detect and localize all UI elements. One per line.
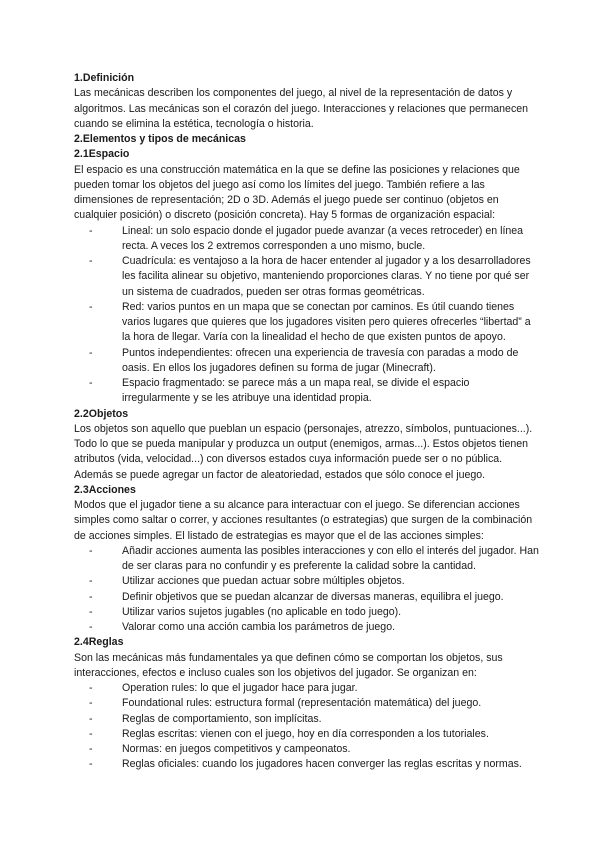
bullet-dash: - — [89, 605, 93, 618]
bullet-dash: - — [89, 621, 93, 633]
bullet-dash: - — [89, 377, 93, 389]
section-2-4-list — [74, 681, 540, 773]
section-2-4-paragraph: Son las mecánicas más fundamentales ya que definen cómo se comportan los objetos, sus interacciones, efectos e incluso cuales son los objetivos del jugador. Se organizan en: — [74, 651, 503, 679]
list-item-text: Añadir acciones aumenta las posibles interacciones y con ello el interés del jugador. Han de ser claras para no confundir y es preferente la calidad sobre la cantidad. — [122, 544, 539, 572]
list-item — [89, 712, 540, 727]
list-item — [89, 376, 540, 407]
bullet-dash: - — [89, 255, 93, 267]
list-item — [89, 605, 540, 620]
bullet-dash: - — [89, 544, 93, 557]
section-2-3-heading: 2.3Acciones — [74, 483, 136, 496]
list-item-text: Espacio fragmentado: se parece más a un mapa real, se divide el espacio irregularmente y se les atribuye una identidad propia. — [122, 377, 470, 405]
section-2-2-paragraph: Los objetos son aquello que pueblan un espacio (personajes, atrezzo, símbolos, puntuaciones...). Todo lo que se pueda manipular y produzca un output (enemigos, armas...). Estos objetos tienen atributos (vida, velocidad...) con diversos estados cuya información puede ser o no pública. Además se puede agregar un factor de aleatoriedad, estados que sólo conoce el juego. — [74, 422, 533, 481]
bullet-dash: - — [89, 697, 93, 710]
section-2-heading: 2.Elementos y tipos de mecánicas — [74, 133, 246, 145]
bullet-dash: - — [89, 758, 93, 771]
bullet-dash: - — [89, 575, 93, 588]
list-item-text: Lineal: un solo espacio donde el jugador puede avanzar (a veces retroceder) en línea recta. A veces los 2 extremos corresponden a uno mismo, bucle. — [122, 224, 524, 252]
section-2-1-list — [74, 224, 540, 407]
bullet-dash: - — [89, 682, 93, 694]
bullet-dash: - — [89, 300, 93, 313]
bullet-dash: - — [89, 727, 93, 740]
section-2-1-paragraph: El espacio es una construcción matemática en la que se define las posiciones y relaciones que pueden tomar los objetos del juego así como los límites del juego. También refiere a las dimensiones de representación; 2D o 3D. Además el juego puede ser continuo (objetos en cualquier posición) o discreto (posición concreta). Hay 5 formas de organización espacial: — [74, 163, 520, 222]
list-item — [89, 757, 540, 772]
list-item-text: Reglas escritas: vienen con el juego, hoy en día corresponden a los tutoriales. — [122, 727, 489, 740]
list-item — [89, 574, 540, 589]
list-item — [89, 681, 540, 696]
list-item-text: Utilizar acciones que puedan actuar sobre múltiples objetos. — [122, 575, 405, 588]
section-2-1-heading: 2.1Espacio — [74, 148, 130, 161]
bullet-dash: - — [89, 590, 93, 603]
section-2-4-heading: 2.4Reglas — [74, 636, 124, 649]
section-2-2-heading: 2.2Objetos — [74, 407, 129, 420]
list-item — [89, 346, 540, 377]
list-item-text: Cuadrícula: es ventajoso a la hora de hacer entender al jugador y a los desarrolladores les facilita alinear su objetivo, manteniendo proporciones claras. Y no tiene por qué ser un sistema de cuadrados, pueden ser otras formas geométricas. — [122, 255, 531, 298]
list-item — [89, 224, 540, 255]
section-1-paragraph: Las mecánicas describen los componentes del juego, al nivel de la representación de datos y algoritmos. Las mecánicas son el corazón del juego. Interacciones y relaciones que permanecen cuando se elimina la estética, tecnología o historia. — [74, 87, 529, 130]
list-item — [89, 254, 540, 300]
list-item — [89, 727, 540, 742]
list-item-text: Puntos independientes: ofrecen una experiencia de travesía con paradas a modo de oasis. En ellos los jugadores definen su forma de jugar (Minecraft). — [122, 346, 519, 374]
list-item — [89, 590, 540, 605]
list-item-text: Reglas de comportamiento, son implícitas. — [122, 712, 322, 725]
list-item-text: Foundational rules: estructura formal (representación matemática) del juego. — [122, 697, 482, 710]
list-item — [89, 544, 540, 575]
bullet-dash: - — [89, 224, 93, 237]
list-item — [89, 620, 540, 635]
list-item-text: Definir objetivos que se puedan alcanzar de diversas maneras, equilibra el juego. — [122, 590, 504, 603]
list-item — [89, 696, 540, 711]
section-2-3-paragraph: Modos que el jugador tiene a su alcance para interactuar con el juego. Se diferencian acciones simples como saltar o correr, y acciones resultantes (o estrategias) que surgen de la combinación de acciones simples. El listado de estrategias es mayor que el de las acciones simples: — [74, 499, 533, 542]
section-1-heading: 1.Definición — [74, 72, 135, 84]
list-item-text: Utilizar varios sujetos jugables (no aplicable en todo juego). — [122, 605, 402, 618]
list-item-text: Valorar como una acción cambia los parámetros de juego. — [122, 621, 396, 633]
bullet-dash: - — [89, 346, 93, 359]
list-item — [89, 742, 540, 757]
bullet-dash: - — [89, 743, 93, 755]
list-item — [89, 300, 540, 346]
list-item-text: Red: varios puntos en un mapa que se conectan por caminos. Es útil cuando tienes varios lugares que quieres que los jugadores visiten pero quieres ofrecerles “libertad” a la hora de llegar. Varía con la linealidad el hecho de que existen puntos de apoyo. — [122, 300, 531, 344]
list-item-text: Normas: en juegos competitivos y campeonatos. — [122, 743, 351, 755]
bullet-dash: - — [89, 712, 93, 725]
list-item-text: Operation rules: lo que el jugador hace para jugar. — [122, 682, 358, 694]
list-item-text: Reglas oficiales: cuando los jugadores hacen converger las reglas escritas y normas. — [122, 758, 522, 771]
section-2-3-list — [74, 544, 540, 636]
